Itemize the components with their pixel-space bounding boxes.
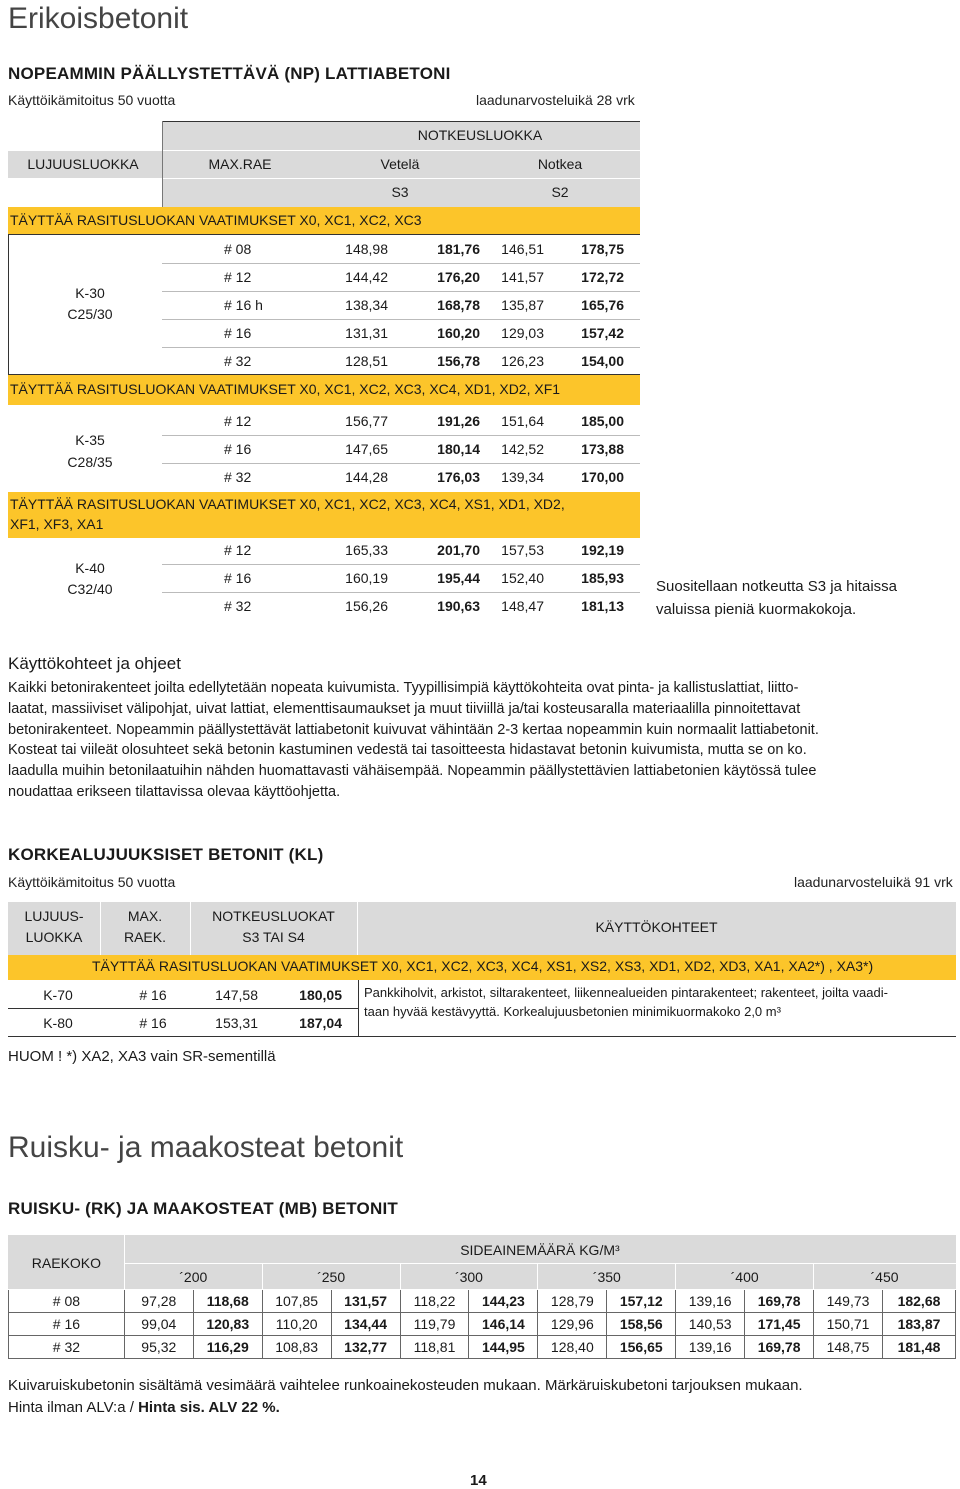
- notkeusluokka-header: NOTKEUSLUOKKA: [417, 127, 543, 143]
- usage-paragraph: [8, 678, 952, 803]
- strength-class-c28: C28/35: [67, 454, 113, 470]
- side-note-line1: Suositellaan notkeutta S3 ja hitaissa: [656, 578, 897, 595]
- kl-notk-header-2: S3 TAI S4: [242, 929, 305, 945]
- kl-max-header-2: RAEK.: [123, 929, 166, 945]
- price-cell: 110,20: [262, 1313, 331, 1336]
- price-vat-cell: 181,76: [437, 241, 480, 257]
- price-vat-cell: 185,00: [581, 413, 624, 429]
- price-cell: 156,77: [345, 413, 388, 429]
- page-number: 14: [470, 1472, 487, 1489]
- page-title: Erikoisbetonit: [8, 2, 189, 35]
- amount-350: ´350: [538, 1264, 676, 1290]
- table-row: [9, 1313, 956, 1336]
- kl-age-note: laadunarvosteluikä 91 vrk: [794, 874, 953, 890]
- usage-heading: Käyttökohteet ja ohjeet: [8, 654, 181, 673]
- rk-price-note: [8, 1399, 280, 1416]
- price-cell: 131,31: [345, 325, 388, 341]
- aggregate-cell: # 08: [9, 1290, 125, 1313]
- price-cell: 150,71: [814, 1313, 883, 1336]
- strength-class-c32: C32/40: [67, 581, 113, 597]
- price-cell: 151,64: [501, 413, 544, 429]
- price-cell: 129,96: [538, 1313, 607, 1336]
- kl-lifetime-note: Käyttöikämitoitus 50 vuotta: [8, 874, 176, 890]
- price-cell: 108,83: [262, 1336, 331, 1359]
- price-cell: 152,40: [501, 570, 544, 586]
- aggregate-cell: # 16 h: [224, 297, 263, 313]
- kl-notk-header-1: NOTKEUSLUOKAT: [212, 908, 335, 924]
- price-vat-cell: 165,76: [581, 297, 624, 313]
- price-cell: 107,85: [262, 1290, 331, 1313]
- price-cell: 156,26: [345, 598, 388, 614]
- lujuusluokka-header: LUJUUSLUOKKA: [27, 156, 139, 172]
- price-vat-cell: 171,45: [745, 1313, 814, 1336]
- section3-title: Ruisku- ja maakosteat betonit: [8, 1131, 404, 1164]
- rk-price-note-a: Hinta ilman ALV:a /: [8, 1399, 139, 1416]
- price-vat-cell: 181,48: [882, 1336, 955, 1359]
- kl-row-aggregate: # 16: [139, 987, 167, 1003]
- aggregate-cell: # 32: [224, 598, 252, 614]
- strength-class-k30: K-30: [75, 285, 105, 301]
- price-cell: 148,98: [345, 241, 388, 257]
- price-vat-cell: 190,63: [437, 598, 480, 614]
- kl-row-price-vat: 180,05: [299, 987, 342, 1003]
- amount-400: ´400: [676, 1264, 814, 1290]
- price-vat-cell: 134,44: [331, 1313, 400, 1336]
- rk-price-note-b: Hinta sis. ALV 22 %.: [138, 1399, 280, 1416]
- price-vat-cell: 154,00: [581, 353, 624, 369]
- price-vat-cell: 191,26: [437, 413, 480, 429]
- price-vat-cell: 183,87: [882, 1313, 955, 1336]
- requirement-text-k40-line1: TÄYTTÄÄ RASITUSLUOKAN VAATIMUKSET X0, XC1, XC2, XC3, XC4, XS1, XD1, XD2,: [10, 496, 565, 512]
- price-cell: 160,19: [345, 570, 388, 586]
- price-cell: 97,28: [124, 1290, 193, 1313]
- price-cell: 139,34: [501, 469, 544, 485]
- aggregate-cell: # 32: [9, 1336, 125, 1359]
- price-cell: 139,16: [676, 1290, 745, 1313]
- price-cell: 135,87: [501, 297, 544, 313]
- price-vat-cell: 157,12: [607, 1290, 676, 1313]
- price-cell: 157,53: [501, 542, 544, 558]
- kl-section-title: KORKEALUJUUKSISET BETONIT (KL): [8, 845, 324, 864]
- amount-450: ´450: [814, 1264, 956, 1290]
- notkea-header: Notkea: [537, 156, 583, 172]
- price-vat-cell: 169,78: [745, 1336, 814, 1359]
- price-cell: 119,79: [400, 1313, 469, 1336]
- raekoko-header: RAEKOKO: [9, 1236, 125, 1290]
- table-row: [9, 1336, 956, 1359]
- aggregate-cell: # 12: [224, 269, 252, 285]
- aggregate-cell: # 08: [224, 241, 252, 257]
- price-cell: 141,57: [501, 269, 544, 285]
- np-age-note: laadunarvosteluikä 28 vrk: [476, 92, 635, 108]
- price-vat-cell: 144,95: [469, 1336, 538, 1359]
- strength-class-k35: K-35: [75, 432, 105, 448]
- price-vat-cell: 144,23: [469, 1290, 538, 1313]
- table-row: [9, 1290, 956, 1313]
- price-vat-cell: 173,88: [581, 441, 624, 457]
- max-rae-header: MAX.RAE: [208, 156, 272, 172]
- aggregate-cell: # 16: [224, 325, 252, 341]
- s2-header: S2: [551, 184, 569, 200]
- kl-lujuus-header-1: LUJUUS-: [24, 908, 84, 924]
- price-cell: 149,73: [814, 1290, 883, 1313]
- price-vat-cell: 160,20: [437, 325, 480, 341]
- price-cell: 165,33: [345, 542, 388, 558]
- price-cell: 118,22: [400, 1290, 469, 1313]
- price-vat-cell: 120,83: [193, 1313, 262, 1336]
- kl-requirement-text: TÄYTTÄÄ RASITUSLUOKAN VAATIMUKSET X0, XC1, XC2, XC3, XC4, XS1, XS2, XS3, XD1, XD2, XD3, XA1, XA2*) , XA3*): [92, 958, 874, 974]
- kl-row-price: 153,31: [215, 1015, 258, 1031]
- vetela-header: Vetelä: [380, 156, 420, 172]
- kl-usage-line2: taan hyvää kestävyyttä. Korkealujuusbetonien minimikuormakoko 2,0 m³: [364, 1004, 781, 1019]
- strength-class-k40: K-40: [75, 560, 105, 576]
- strength-class-c25: C25/30: [67, 306, 113, 322]
- price-cell: 126,23: [501, 353, 544, 369]
- s3-header: S3: [391, 184, 409, 200]
- price-vat-cell: 116,29: [193, 1336, 262, 1359]
- usage-line: noudattaa erikseen tilattavissa olevaa käyttöohjetta.: [8, 783, 341, 800]
- kl-lujuus-header-2: LUOKKA: [25, 929, 83, 945]
- price-vat-cell: 146,14: [469, 1313, 538, 1336]
- usage-line: Kosteat tai viileät olosuhteet sekä betonin kastuminen vedestä tai tasoitteesta hidastavat betonin kuivumista, mutta se on ko.: [8, 742, 807, 759]
- price-cell: 146,51: [501, 241, 544, 257]
- price-vat-cell: 157,42: [581, 325, 624, 341]
- rk-section-title: RUISKU- (RK) JA MAAKOSTEAT (MB) BETONIT: [8, 1199, 398, 1218]
- kl-note: HUOM ! *) XA2, XA3 vain SR-sementillä: [8, 1048, 276, 1065]
- price-vat-cell: 168,78: [437, 297, 480, 313]
- requirement-text-k30: TÄYTTÄÄ RASITUSLUOKAN VAATIMUKSET X0, XC1, XC2, XC3: [10, 212, 422, 228]
- kl-row-price-vat: 187,04: [299, 1015, 342, 1031]
- price-vat-cell: 118,68: [193, 1290, 262, 1313]
- usage-line: laatat, massiiviset välipohjat, uivat lattiat, elementtisaumaukset ja muut tiiviillä ja/tai kosteusaralla materiaalilla pinnoitettavat: [8, 700, 801, 717]
- price-vat-cell: 185,93: [581, 570, 624, 586]
- usage-line: laadulla muihin betonilaatuihin nähden huomattavasti vähäisempää. Nopeammin päällystettävien lattiabetonien käytössä tulee: [8, 763, 817, 780]
- kl-row-class: K-80: [43, 1015, 73, 1031]
- np-lifetime-note: Käyttöikämitoitus 50 vuotta: [8, 92, 176, 108]
- aggregate-cell: # 12: [224, 542, 252, 558]
- kl-max-header-1: MAX.: [127, 908, 163, 924]
- price-vat-cell: 158,56: [607, 1313, 676, 1336]
- aggregate-cell: # 32: [224, 469, 252, 485]
- rk-footnote: Kuivaruiskubetonin sisältämä vesimäärä vaihtelee runkoainekosteuden mukaan. Märkäruiskubetoni tarjouksen mukaan.: [8, 1377, 803, 1394]
- sideaine-header: SIDEAINEMÄÄRÄ KG/M³: [124, 1236, 955, 1264]
- price-cell: 142,52: [501, 441, 544, 457]
- price-cell: 139,16: [676, 1336, 745, 1359]
- price-vat-cell: 176,20: [437, 269, 480, 285]
- usage-line: Kaikki betonirakenteet joilta edellytetään nopeata kuivumista. Tyypillisimpiä käyttökohteita ovat pinta- ja kallistuslattiat, liitto-: [8, 680, 799, 696]
- price-vat-cell: 181,13: [581, 598, 624, 614]
- side-note-line2: valuissa pieniä kuormakokoja.: [656, 601, 857, 618]
- price-cell: 95,32: [124, 1336, 193, 1359]
- kl-usage-line1: Pankkiholvit, arkistot, siltarakenteet, liikennealueiden pintarakenteet; rakenteet, joilta vaadi-: [364, 985, 888, 1000]
- price-vat-cell: 180,14: [437, 441, 480, 457]
- aggregate-cell: # 16: [224, 441, 252, 457]
- price-vat-cell: 169,78: [745, 1290, 814, 1313]
- price-vat-cell: 178,75: [581, 241, 624, 257]
- usage-line: betonirakenteet. Nopeammin päällystettävät lattiabetonit kuivuvat vähintään 2-3 kertaa nopeammin kuin normaalit lattiabetonit.: [8, 721, 819, 738]
- price-vat-cell: 195,44: [437, 570, 480, 586]
- price-cell: 118,81: [400, 1336, 469, 1359]
- price-vat-cell: 176,03: [437, 469, 480, 485]
- price-cell: 144,42: [345, 269, 388, 285]
- price-cell: 128,40: [538, 1336, 607, 1359]
- aggregate-cell: # 32: [224, 353, 252, 369]
- requirement-text-k40-line2: XF1, XF3, XA1: [10, 516, 104, 532]
- aggregate-cell: # 16: [224, 570, 252, 586]
- price-vat-cell: 132,77: [331, 1336, 400, 1359]
- price-vat-cell: 156,78: [437, 353, 480, 369]
- aggregate-cell: # 16: [9, 1313, 125, 1336]
- amount-200: ´200: [124, 1264, 262, 1290]
- price-cell: 129,03: [501, 325, 544, 341]
- price-cell: 128,79: [538, 1290, 607, 1313]
- price-cell: 148,75: [814, 1336, 883, 1359]
- amount-300: ´300: [400, 1264, 538, 1290]
- rk-table: [8, 1235, 956, 1359]
- price-vat-cell: 131,57: [331, 1290, 400, 1313]
- amount-250: ´250: [262, 1264, 400, 1290]
- price-cell: 147,65: [345, 441, 388, 457]
- price-vat-cell: 156,65: [607, 1336, 676, 1359]
- price-vat-cell: 172,72: [581, 269, 624, 285]
- requirement-text-k35: TÄYTTÄÄ RASITUSLUOKAN VAATIMUKSET X0, XC1, XC2, XC3, XC4, XD1, XD2, XF1: [10, 381, 561, 397]
- price-cell: 148,47: [501, 598, 544, 614]
- price-cell: 99,04: [124, 1313, 193, 1336]
- price-vat-cell: 192,19: [581, 542, 624, 558]
- price-vat-cell: 170,00: [581, 469, 624, 485]
- np-section-title: NOPEAMMIN PÄÄLLYSTETTÄVÄ (NP) LATTIABETONI: [8, 64, 451, 83]
- price-vat-cell: 182,68: [882, 1290, 955, 1313]
- price-cell: 144,28: [345, 469, 388, 485]
- price-vat-cell: 201,70: [437, 542, 480, 558]
- price-cell: 138,34: [345, 297, 388, 313]
- kl-row-price: 147,58: [215, 987, 258, 1003]
- aggregate-cell: # 12: [224, 413, 252, 429]
- kl-row-class: K-70: [43, 987, 73, 1003]
- kl-kaytto-header: KÄYTTÖKOHTEET: [595, 919, 718, 935]
- price-cell: 140,53: [676, 1313, 745, 1336]
- kl-row-aggregate: # 16: [139, 1015, 167, 1031]
- price-cell: 128,51: [345, 353, 388, 369]
